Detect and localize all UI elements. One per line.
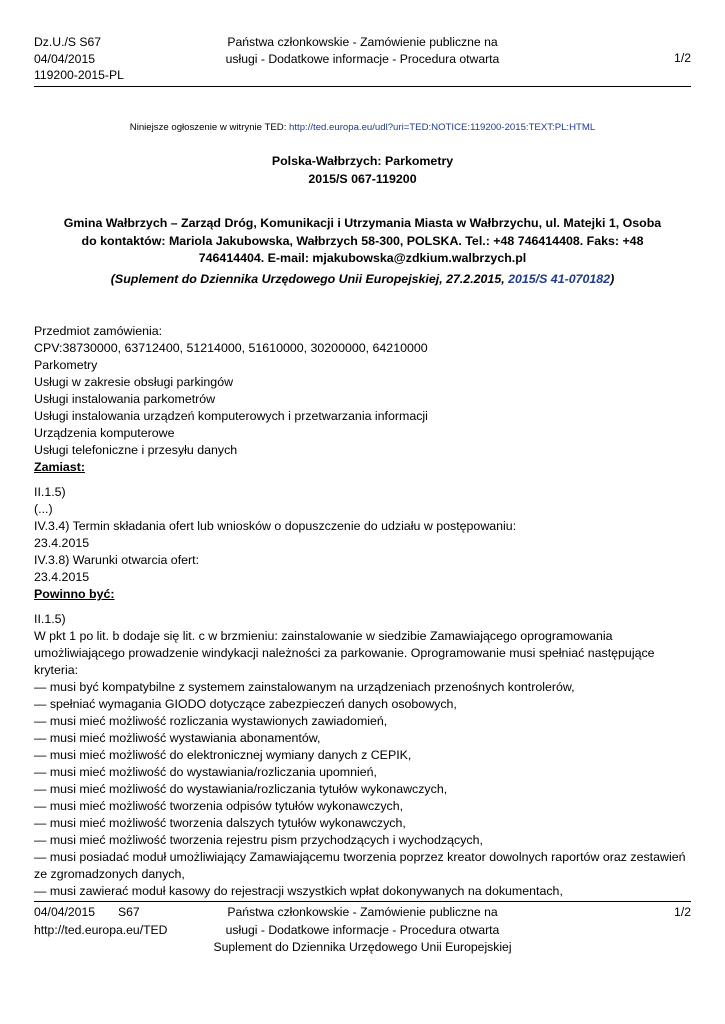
supplement-reference [34,272,691,286]
instead-heading: Zamiast: [34,460,85,474]
subject-item: Usługi instalowania urządzeń komputerowych i przetwarzania informacji [34,409,428,423]
criterion-item: — musi posiadać moduł umożliwiający Zamawiającemu tworzenia poprzez kreator dowolnych raportów oraz zestawień ze zgromadzonych danych, [34,850,686,881]
category-line-2: usługi - Dodatkowe informacje - Procedura otwarta [225,51,500,66]
footer-line-1: Państwa członkowskie - Zamówienie publiczne na [227,905,498,919]
should-be-paragraph: W pkt 1 po lit. b dodaje się lit. c w brzmieniu: zainstalowanie w siedzibie Zamawiającego oprogramowania umożliwiającego prowadzenie windykacji należności za parkowanie. Oprogramowanie musi spełniać następujące kryteria: [34,629,655,677]
contracting-authority: Gmina Wałbrzych – Zarząd Dróg, Komunikacji i Utrzymania Miasta w Wałbrzychu, ul. Matejki 1, Osoba do kontaktów: Mariola Jakubowska, Wałbrzych 58-300, POLSKA. Tel.: +48 746414408. Faks: +48 746414404. E-mail: mjakubowska@zdkium.walbrzych.pl [63,216,662,265]
supplement-suffix: ) [610,272,615,286]
notice-id: 119200-2015-PL [34,68,124,82]
footer-line-3: Suplement do Dziennika Urzędowego Unii Europejskiej [213,940,512,954]
footer-category [34,904,691,957]
criterion-item: — musi mieć możliwość tworzenia odpisów tytułów wykonawczych, [34,799,404,813]
instead-line: IV.3.8) Warunki otwarcia ofert: [34,553,200,567]
subject-item: Usługi telefoniczne i przesyłu danych [34,443,238,457]
footer-issue: S67 [118,905,140,919]
criterion-item: — musi mieć możliwość tworzenia dalszych tytułów wykonawczych, [34,816,406,830]
subject-item: Urządzenia komputerowe [34,426,175,440]
ted-notice-link[interactable]: http://ted.europa.eu/udl?uri=TED:NOTICE:119200-2015:TEXT:PL:HTML [289,122,596,133]
instead-line: (...) [34,502,53,516]
notice-title [34,152,691,188]
footer-url: http://ted.europa.eu/TED [34,922,168,937]
should-be-heading: Powinno być: [34,587,115,601]
supplement-prefix: (Suplement do Dziennika Urzędowego Unii Europejskiej, 27.2.2015, [110,272,509,286]
category-line-1: Państwa członkowskie - Zamówienie publiczne na [227,35,498,49]
title-line-2: 2015/S 067-119200 [308,172,417,186]
footer-line-2: usługi - Dodatkowe informacje - Procedura otwarta [225,922,500,937]
journal-issue: Dz.U./S S67 [34,35,102,49]
criterion-item: — musi mieć możliwość rozliczania wystawionych zawiadomień, [34,714,388,728]
instead-line: 23.4.2015 [34,536,90,550]
instead-line: IV.3.4) Termin składania ofert lub wniosków o dopuszczenie do udziału w postępowaniu: [34,519,517,533]
criterion-item: — spełniać wymagania GIODO dotyczące zabezpieczeń danych osobowych, [34,697,457,711]
header-date: 04/04/2015 [34,51,95,66]
criterion-item: — musi być kompatybilne z systemem zainstalowanym na urządzeniach przenośnych kontrolerów, [34,680,575,694]
cpv-codes: CPV:38730000, 63712400, 51214000, 51610000, 30200000, 64210000 [34,341,428,355]
criterion-item: — musi zawierać moduł kasowy do rejestracji wszystkich wpłat dokonywanych na dokumentach, [34,884,563,898]
criterion-item: — musi mieć możliwość tworzenia rejestru pism przychodzących i wychodzących, [34,833,483,847]
header-divider [34,86,691,87]
criterion-item: — musi mieć możliwość do wystawiania/rozliczania upomnień, [34,765,377,779]
criterion-item: — musi mieć możliwość wystawiania abonamentów, [34,731,321,745]
footer-page-number: 1/2 [674,905,691,919]
header-category [34,34,691,67]
header-page-number: 1/2 [674,51,691,65]
should-be-section: II.1.5) [34,612,66,626]
page-header [34,34,691,86]
criterion-item: — musi mieć możliwość do elektronicznej wymiany danych z CEPIK, [34,748,412,762]
title-line-1: Polska-Wałbrzych: Parkometry [271,154,454,168]
ted-notice [34,122,691,133]
subject-item: Usługi instalowania parkometrów [34,392,216,406]
footer-divider [34,901,691,902]
footer-date: 04/04/2015 [34,905,95,919]
criterion-item: — musi mieć możliwość do wystawiania/rozliczania tytułów wykonawczych, [34,782,448,796]
notice-body [34,323,691,900]
supplement-link[interactable]: 2015/S 41-070182 [508,272,611,286]
instead-line: II.1.5) [34,485,66,499]
subject-item: Parkometry [34,358,98,372]
subject-item: Usługi w zakresie obsługi parkingów [34,375,234,389]
instead-line: 23.4.2015 [34,570,90,584]
ted-notice-prefix: Niniejsze ogłoszenie w witrynie TED: [129,122,290,133]
subject-label: Przedmiot zamówienia: [34,324,163,338]
